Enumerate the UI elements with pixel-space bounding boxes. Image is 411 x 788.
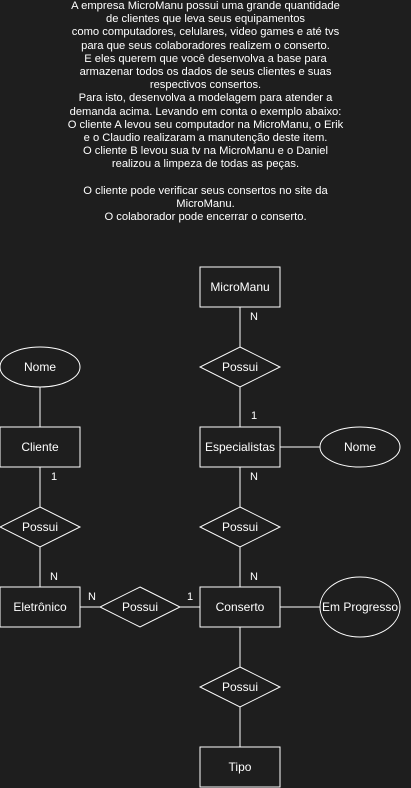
attribute-conserto-status-label: Em Progresso <box>321 600 399 614</box>
description-line: demanda acima. Levando em conta o exemplo abaixo: <box>69 105 342 118</box>
description-line: O cliente A levou seu computador na MicroManu, o Erik <box>67 118 344 131</box>
description-line: e o Claudio realizaram a manutenção deste item. <box>83 131 328 144</box>
cardinality-eletronico-top: N <box>50 571 58 583</box>
entity-conserto-label: Conserto <box>215 600 265 614</box>
entity-especialistas-label: Especialistas <box>204 440 276 454</box>
description-line: O colaborador pode encerrar o conserto. <box>104 211 307 223</box>
relationship-especialistas-conserto-label: Possui <box>221 520 259 534</box>
entity-micromanu-label: MicroManu <box>210 280 270 294</box>
entity-cliente-label: Cliente <box>21 440 59 454</box>
description-line: O cliente pode verificar seus consertos no site da <box>83 184 328 197</box>
cardinality-eletronico-right: N <box>88 591 96 603</box>
description-line: como computadores, celulares, video games e até tvs <box>71 26 340 39</box>
description-line: O cliente B levou sua tv na MicroManu e o Daniel <box>82 145 328 158</box>
cardinality-especialistas-top: 1 <box>250 410 258 422</box>
cardinality-cliente-side: 1 <box>50 471 58 483</box>
cardinality-conserto-left: 1 <box>186 591 194 603</box>
relationship-micromanu-especialistas-label: Possui <box>221 360 259 374</box>
description-line: Para isto, desenvolva a modelagem para atender a <box>78 92 333 105</box>
description-line: de clientes que leva seus equipamentos <box>105 13 306 26</box>
entity-tipo-label: Tipo <box>228 760 252 774</box>
description-line: E eles querem que você desenvolva a base para <box>84 52 327 65</box>
attribute-especialistas-nome-label: Nome <box>343 440 377 454</box>
relationship-conserto-tipo-label: Possui <box>221 680 259 694</box>
cardinality-micromanu-side: N <box>250 311 258 323</box>
description-line: MicroManu. <box>176 197 235 210</box>
cardinality-especialistas-bottom: N <box>250 471 258 483</box>
cardinality-conserto-top: N <box>250 571 258 583</box>
entity-eletronico-label: Eletrônico <box>13 600 67 614</box>
description-line: A empresa MicroManu possui uma grande quantidade <box>71 0 340 12</box>
description-line: realizou a limpeza de todas as peças. <box>111 158 300 171</box>
relationship-eletronico-conserto-label: Possui <box>121 600 159 614</box>
relationship-cliente-eletronico-label: Possui <box>21 520 59 534</box>
description-line: respectivos consertos. <box>149 79 262 92</box>
attribute-cliente-nome-label: Nome <box>23 360 57 374</box>
description-line: armazenar todos os dados de seus clientes e suas <box>79 65 332 78</box>
description-line: para que seus colaboradores realizem o conserto. <box>81 39 330 52</box>
